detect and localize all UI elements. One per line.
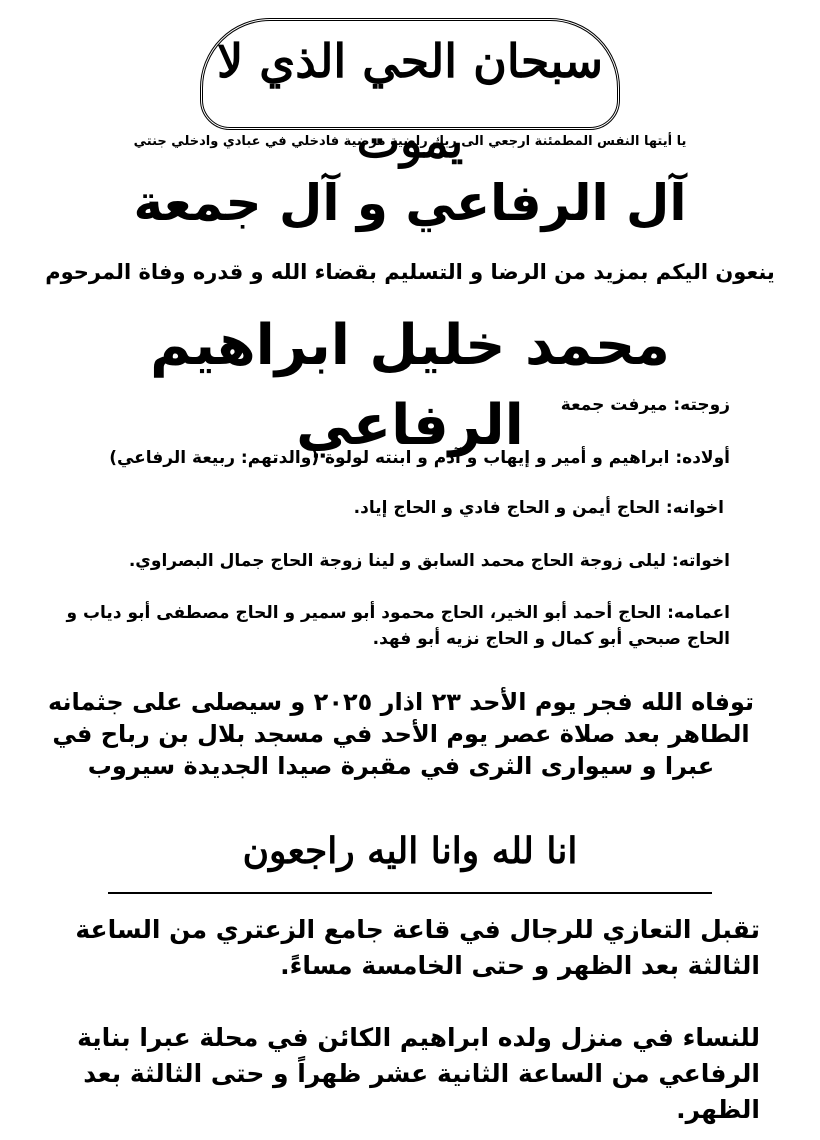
relatives-wife: زوجته: ميرفت جمعة — [560, 395, 730, 415]
deceased-name: محمد خليل ابراهيم الرفاعي — [150, 313, 670, 458]
families-title: آل الرفاعي و آل جمعة — [133, 174, 687, 232]
relatives-brothers: اخوانه: الحاج أيمن و الحاج فادي و الحاج إياد. — [353, 498, 724, 518]
relatives-uncles: اعمامه: الحاج أحمد أبو الخير، الحاج محمود أبو سمير و الحاج مصطفى أبو دياب و الحاج صبحي أبو كمال و الحاج نزيه أبو فهد. — [66, 603, 730, 649]
relatives-sisters: اخواته: ليلى زوجة الحاج محمد السابق و لينا زوجة الحاج جمال البصراوي. — [128, 551, 730, 571]
relatives-children: أولاده: ابراهيم و أمير و إيهاب و آدم و ابنته لولوة (والدتهم: ربيعة الرفاعي) — [109, 448, 730, 468]
header-calligraphy: سبحان الحي الذي لا يموت — [200, 18, 620, 130]
death-and-funeral-info: توفاه الله فجر يوم الأحد ٢٣ اذار ٢٠٢٥ و سيصلى على جثمانه الطاهر بعد صلاة عصر يوم الأحد في مسجد بلال بن رباح في عبرا و سيوارى الثرى في مقبرة صيدا الجديدة سيروب — [47, 688, 755, 780]
quran-verse: يا أيتها النفس المطمئنة ارجعي الى ربك راضية مرضية فادخلي في عبادي وادخلي جنتي — [133, 134, 687, 149]
condolences-men: تقبل التعازي للرجال في قاعة جامع الزعتري من الساعة الثالثة بعد الظهر و حتى الخامسة مساءً. — [75, 915, 760, 980]
condolences-women: للنساء في منزل ولده ابراهيم الكائن في محلة عبرا بناية الرفاعي من الساعة الثانية عشر ظهراً و حتى الثالثة بعد الظهر. — [77, 1023, 760, 1124]
footer-calligraphy: انا لله وانا اليه راجعون — [242, 830, 578, 872]
announcement-line: ينعون اليكم بمزيد من الرضا و التسليم بقضاء الله و قدره وفاة المرحوم — [45, 260, 775, 284]
divider — [108, 892, 712, 894]
